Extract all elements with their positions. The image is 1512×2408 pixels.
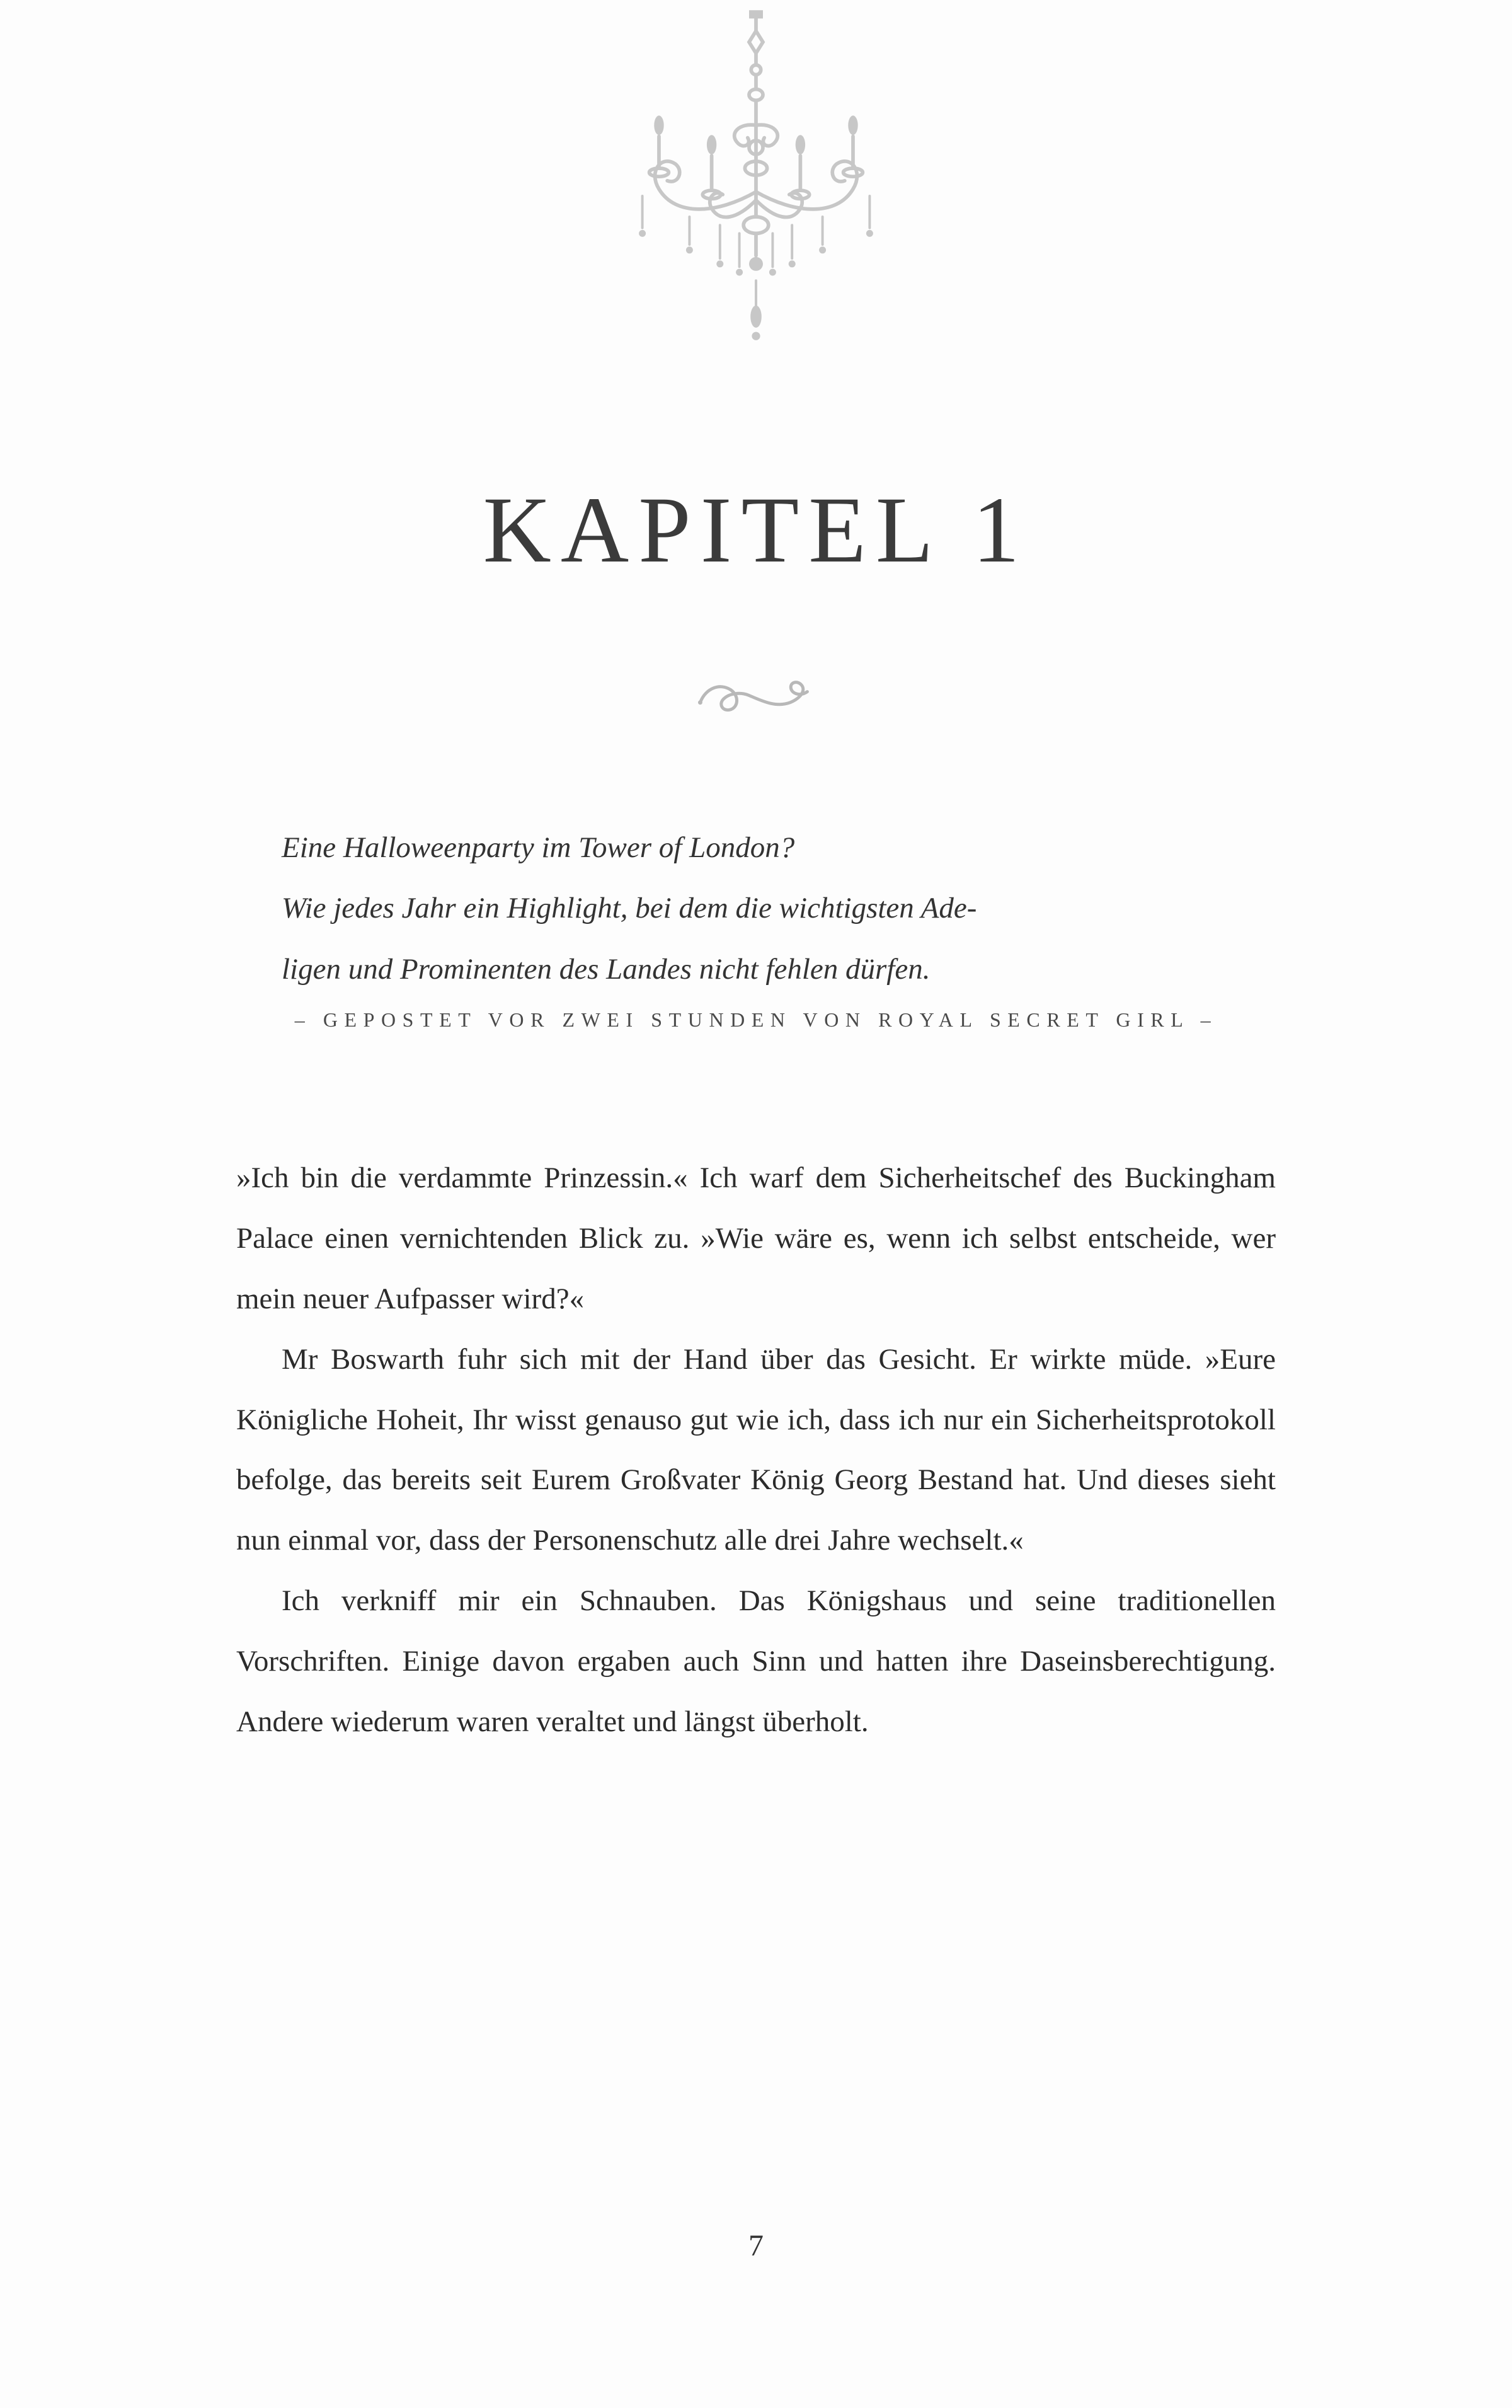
- chandelier-icon: [0, 0, 1512, 425]
- epigraph: [236, 817, 1276, 1032]
- page-number: 7: [748, 2229, 764, 2262]
- flourish-icon: [0, 672, 1512, 726]
- epigraph-line-1: Eine Halloweenparty im Tower of London?: [282, 831, 795, 864]
- epigraph-attribution: – GEPOSTET VOR ZWEI STUNDEN VON ROYAL SECRET GIRL –: [294, 1008, 1218, 1032]
- epigraph-line-2: Wie jedes Jahr ein Highlight, bei dem die wichtigsten Ade-: [282, 892, 977, 925]
- body-text: [236, 1148, 1276, 1753]
- paragraph-1: »Ich bin die verdammte Prinzessin.« Ich warf dem Sicherheitschef des Buckingham Palace einen vernichtenden Blick zu. »Wie wäre es, wenn ich selbst entscheide, wer mein neuer Aufpasser wird?«: [236, 1161, 1276, 1315]
- chapter-title: KAPITEL 1: [483, 478, 1029, 582]
- paragraph-2: Mr Boswarth fuhr sich mit der Hand über das Gesicht. Er wirkte müde. »Eure Königliche Hoheit, Ihr wisst genauso gut wie ich, dass ich nur ein Sicherheitsprotokoll befolge, das bereits seit Eurem Großvater König Georg Bestand hat. Und dieses sieht nun einmal vor, dass der Personenschutz alle drei Jahre wechselt.«: [236, 1342, 1276, 1557]
- paragraph-3: Ich verkniff mir ein Schnauben. Das Königshaus und seine traditionellen Vorschriften. Einige davon ergaben auch Sinn und hatten ihre Daseinsberechtigung. Andere wiederum waren veraltet und längst überholt.: [236, 1584, 1276, 1738]
- epigraph-line-3: ligen und Prominenten des Landes nicht fehlen dürfen.: [282, 952, 931, 986]
